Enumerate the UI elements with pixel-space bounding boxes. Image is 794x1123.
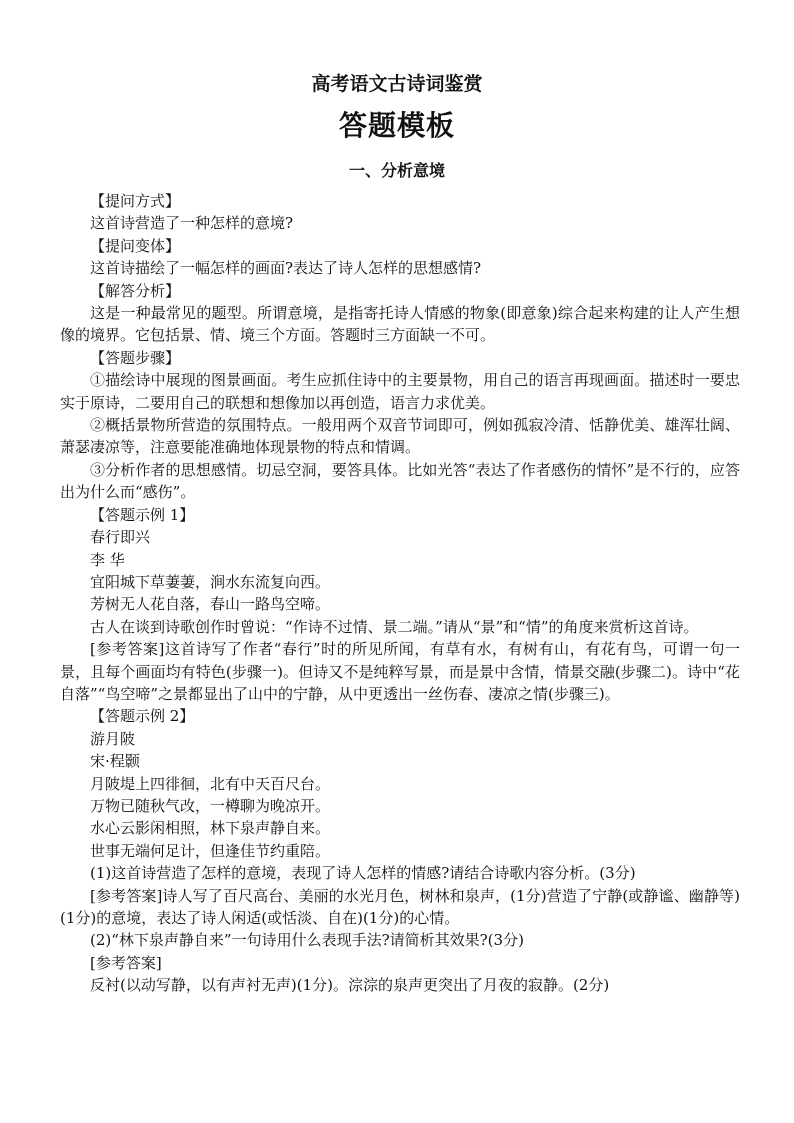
poem-line: 月陂堤上四徘徊，北有中天百尺台。 [90,774,331,793]
poem-line: 世事无端何足计，但逢佳节约重陪。 [90,841,331,860]
poem-title: 游月陂 [90,729,136,748]
label-question-variant: 【提问变体】 [90,236,181,255]
reference-answer: [参考答案]诗人写了百尺高台、美丽的水光月色，树林和泉声，(1分)营造了宁静(或静谧、幽静等)(1分)的意境，表达了诗人闲适(或恬淡、自在)(1分)的心情。 [60,886,740,927]
label-answer-steps: 【答题步骤】 [90,348,181,367]
label-question-format: 【提问方式】 [90,192,181,210]
question: 古人在谈到诗歌创作时曾说：“作诗不过情、景二端。”请从“景”和“情”的角度来赏析这首诗。 [90,617,699,636]
reference-answer: 反衬(以动写静，以有声衬无声)(1分)。淙淙的泉声更突出了月夜的寂静。(2分) [90,976,610,995]
step-one: ①描绘诗中展现的图景画面。考生应抓住诗中的主要景物，用自己的语言再现画面。描述时一要忠实于原诗，二要用自己的联想和想像加以再创造，语言力求优美。 [60,371,740,412]
question: (2)“林下泉声静自来”一句诗用什么表现手法?请简析其效果?(3分) [90,931,524,950]
label-example-2: 【答题示例 2】 [90,707,195,726]
step-three: ③分析作者的思想感情。切忌空洞，要答具体。比如光答“表达了作者感伤的情怀”是不行的，应答出为什么而“感伤”。 [60,460,740,502]
poem-line: 宜阳城下草萋萋，涧水东流复向西。 [90,572,331,591]
paragraph: 这首诗描绘了一幅怎样的画面?表达了诗人怎样的思想感情? [90,259,482,278]
document-subtitle: 答题模板 [338,109,455,142]
paragraph: 这是一种最常见的题型。所谓意境，是指寄托诗人情感的物象(即意象)综合起来构建的让人产生想像的境界。它包括景、情、境三个方面。答题时三方面缺一不可。 [60,304,740,345]
paragraph: 这首诗营造了一种怎样的意境? [90,214,294,233]
step-two: ②概括景物所营造的氛围特点。一般用两个双音节词即可，例如孤寂冷清、恬静优美、雄浑壮阔、萧瑟凄凉等，注意要能准确地体现景物的特点和情调。 [60,416,740,457]
label-example-1: 【答题示例 1】 [90,505,195,524]
document-title: 高考语文古诗词鉴赏 [311,73,483,95]
question: (1)这首诗营造了怎样的意境，表现了诗人怎样的情感?请结合诗歌内容分析。(3分) [90,864,636,883]
reference-answer-label: [参考答案] [90,953,162,972]
poem-line: 万物已随秋气改，一樽聊为晚凉开。 [90,796,331,815]
label-answer-analysis: 【解答分析】 [90,281,181,300]
section-heading: 一、分析意境 [348,161,445,180]
reference-answer: [参考答案]这首诗写了作者“春行”时的所见所闻，有草有水，有树有山，有花有鸟，可谓一句一景，且每个画面均有特色(步骤一)。但诗又不是纯粹写景，而是景中含情，情景交融(步骤二)。诗中“花自落”“鸟空啼”之景都显出了山中的宁静，从中更透出一丝伤春、凄凉之情(步骤三)。 [60,640,740,703]
poem-author: 李 华 [90,550,125,569]
poem-author: 宋·程颢 [90,752,140,771]
poem-line: 水心云影闲相照，林下泉声静自来。 [90,819,331,838]
document-body [60,190,740,997]
poem-line: 芳树无人花自落，春山一路鸟空啼。 [90,595,331,614]
poem-title: 春行即兴 [90,528,151,547]
